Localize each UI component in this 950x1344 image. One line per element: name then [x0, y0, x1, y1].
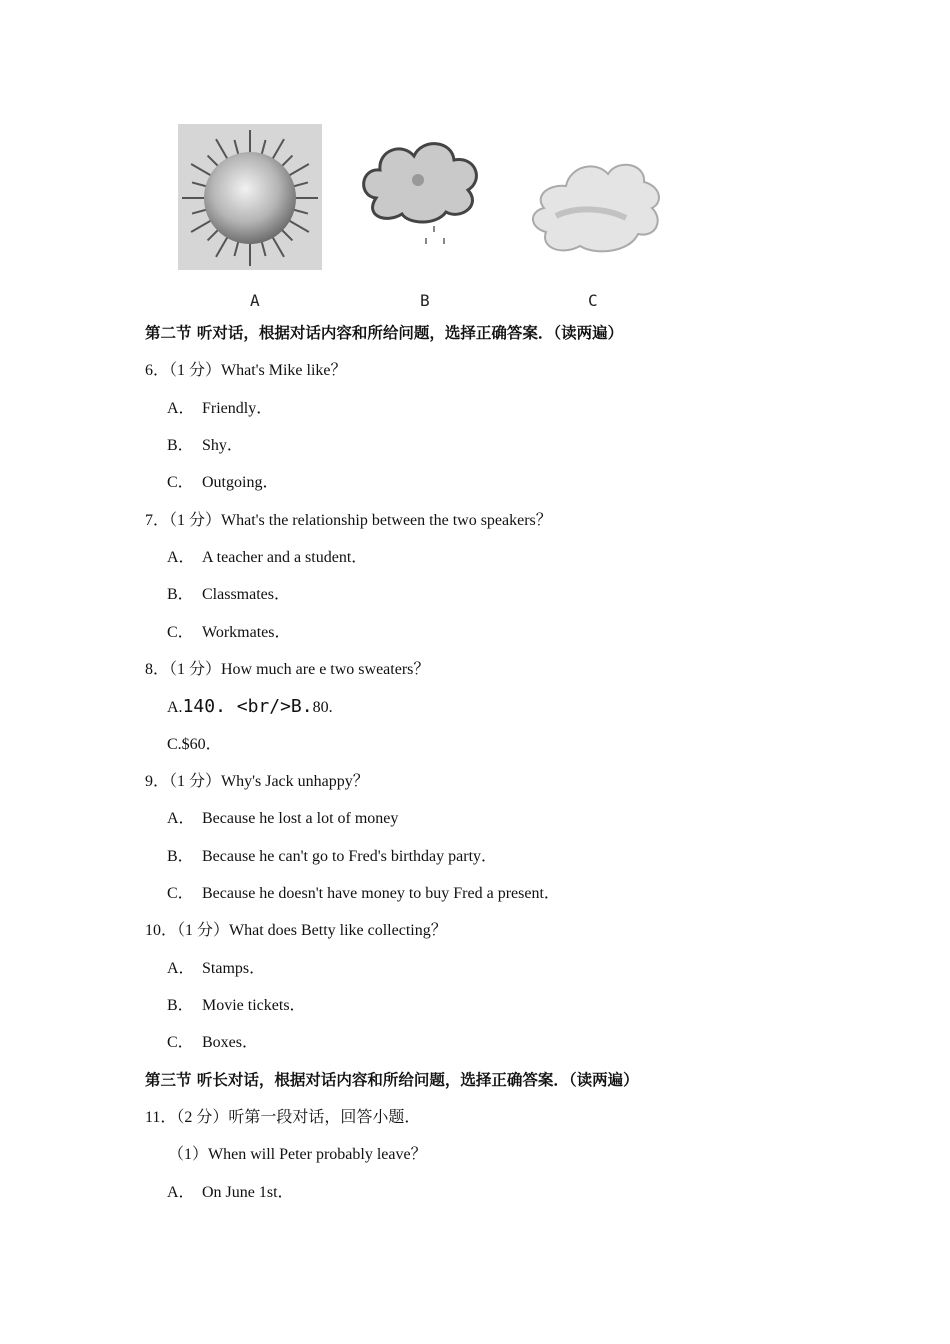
option-b-suffix: 80.	[312, 699, 333, 716]
option-text: A teacher and a student．	[202, 549, 368, 566]
sun-ray	[272, 236, 284, 257]
q10-option-b[interactable]	[167, 996, 306, 1016]
option-text: Because he can't go to Fred's birthday party．	[202, 848, 498, 865]
option-letter: B．	[167, 586, 194, 603]
figure-label-b: B	[420, 291, 430, 310]
q8-options-ab[interactable]	[167, 697, 333, 718]
option-letter: C．	[167, 1034, 194, 1051]
option-text: Shy．	[202, 437, 243, 454]
q10-option-a[interactable]	[167, 959, 265, 979]
sun-ray	[293, 182, 308, 186]
sun-ray	[208, 229, 219, 240]
q8-option-c[interactable]: C.$60．	[167, 736, 222, 753]
figure-label-a: A	[250, 291, 260, 310]
q9-option-c[interactable]	[167, 884, 560, 904]
figure-label-c: C	[588, 291, 598, 310]
option-letter: A．	[167, 400, 195, 417]
option-a-mono-text: 140. <br/>B.	[182, 696, 313, 717]
sun-ray	[192, 209, 207, 213]
sun-ray	[216, 139, 228, 160]
sun-ray	[216, 236, 228, 257]
sun-icon	[178, 124, 322, 270]
option-text: On June 1st．	[202, 1184, 294, 1201]
question-7: 7．（1 分）What's the relationship between the two speakers？	[145, 512, 552, 529]
option-text: Workmates．	[202, 624, 291, 641]
question-6: 6．（1 分）What's Mike like？	[145, 362, 347, 379]
option-letter: A．	[167, 960, 195, 977]
sun-ray	[191, 164, 212, 176]
option-text: Movie tickets．	[202, 997, 306, 1014]
option-letter: C．	[167, 624, 194, 641]
option-text: Stamps．	[202, 960, 266, 977]
option-text: Because he doesn't have money to buy Fred a present．	[202, 885, 560, 902]
q6-option-c[interactable]	[167, 473, 278, 493]
option-a-prefix: A.	[167, 699, 183, 716]
sun-ray	[192, 182, 207, 186]
clouds-icon	[526, 156, 668, 264]
weather-figures	[0, 0, 950, 320]
option-text: Classmates．	[202, 586, 290, 603]
question-9: 9．（1 分）Why's Jack unhappy？	[145, 773, 369, 790]
option-letter: A．	[167, 549, 195, 566]
q11-sub-question-1: （1）When will Peter probably leave？	[168, 1146, 427, 1163]
option-letter: C．	[167, 474, 194, 491]
sun-ray	[293, 209, 308, 213]
section3-title: 第三节 听长对话，根据对话内容和所给问题，选择正确答案．（读两遍）	[145, 1071, 639, 1089]
option-letter: B．	[167, 997, 194, 1014]
sun-ray	[234, 241, 238, 256]
q7-option-a[interactable]	[167, 548, 367, 568]
option-text: Friendly．	[202, 400, 273, 417]
sun-ray	[272, 139, 284, 160]
question-11: 11．（2 分）听第一段对话，回答小题．	[145, 1109, 421, 1126]
sun-ray	[191, 220, 212, 232]
question-10: 10．（1 分）What does Betty like collecting？	[145, 922, 447, 939]
q10-option-c[interactable]	[167, 1033, 258, 1053]
option-letter: A．	[167, 810, 195, 827]
option-text: Outgoing．	[202, 474, 279, 491]
q9-option-a[interactable]	[167, 809, 398, 829]
sun-ray	[281, 229, 292, 240]
option-text: Boxes．	[202, 1034, 259, 1051]
option-letter: B．	[167, 437, 194, 454]
sun-ray	[288, 220, 309, 232]
q6-option-b[interactable]	[167, 436, 243, 456]
sun-ray	[208, 156, 219, 167]
q11-option-a[interactable]	[167, 1183, 294, 1203]
q7-option-b[interactable]	[167, 585, 290, 605]
sun-ray	[234, 140, 238, 155]
option-text: Because he lost a lot of money	[202, 810, 399, 827]
q6-option-a[interactable]	[167, 399, 272, 419]
sun-ray	[261, 241, 265, 256]
sun-ray	[288, 164, 309, 176]
q9-option-b[interactable]	[167, 847, 497, 867]
question-8: 8．（1 分）How much are e two sweaters？	[145, 661, 430, 678]
q7-option-c[interactable]	[167, 623, 290, 643]
sun-ray	[281, 156, 292, 167]
section2-title: 第二节 听对话，根据对话内容和所给问题，选择正确答案．（读两遍）	[145, 324, 624, 342]
sun-ray	[261, 140, 265, 155]
option-letter: A．	[167, 1184, 195, 1201]
option-letter: B．	[167, 848, 194, 865]
option-letter: C．	[167, 885, 194, 902]
cloud-icon	[356, 128, 486, 250]
